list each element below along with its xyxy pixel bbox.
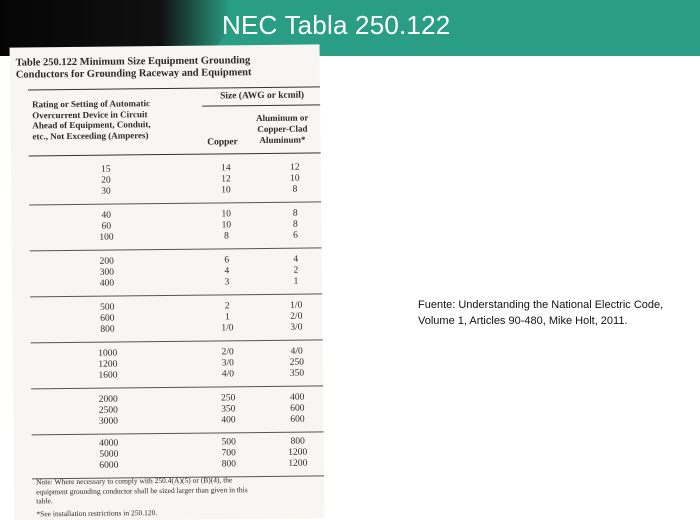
- group-rule: [29, 201, 324, 205]
- aluminum-cell: 400 600 600: [290, 392, 305, 425]
- table-footnote: *See installation restrictions in 250.120.: [36, 508, 158, 519]
- rating-header-line: etc., Not Exceeding (Amperes): [32, 129, 149, 141]
- source-line: Fuente: Understanding the National Electric Code,: [418, 299, 664, 311]
- table-title-line: Table 250.122 Minimum Size Equipment Grounding: [15, 55, 251, 69]
- table-note: [36, 474, 324, 506]
- group-rule: [32, 431, 325, 435]
- note-line: Note: Where necessary to comply with 250.4(A)(5) or (B)(4), the: [36, 475, 233, 487]
- amperes-cell: 500 600 800: [100, 302, 115, 335]
- copper-cell: 2/0 3/0 4/0: [221, 347, 235, 380]
- scanned-table-image: [10, 44, 325, 520]
- amperes-cell: 40 60 100: [99, 210, 114, 243]
- amperes-cell: 200 300 400: [99, 256, 115, 289]
- slide-title: NEC Tabla 250.122: [222, 10, 451, 40]
- rating-header-line: Overcurrent Device in Circuit: [32, 108, 148, 120]
- copper-cell: 500 700 800: [221, 437, 237, 470]
- aluminum-cell: 1/0 2/0 3/0: [290, 300, 303, 333]
- aluminum-header-line: Aluminum or: [256, 112, 309, 124]
- group-rule: [30, 247, 325, 251]
- aluminum-cell: 800 1200 1200: [288, 436, 308, 469]
- header-bottom-rule: [29, 152, 325, 156]
- group-rule: [31, 339, 325, 343]
- amperes-cell: 4000 5000 6000: [99, 438, 119, 471]
- aluminum-cell: 4/0 250 350: [289, 346, 305, 379]
- copper-cell: 6 4 3: [224, 255, 230, 288]
- table-row-group: [31, 392, 324, 427]
- group-rule: [30, 293, 324, 297]
- rating-column-header: [32, 98, 182, 142]
- aluminum-column-header: [242, 112, 322, 146]
- copper-cell: 2 1 1/0: [221, 301, 234, 334]
- table-title: [16, 55, 306, 82]
- source-citation: [418, 297, 698, 329]
- size-column-header: Size (AWG or kcmil): [219, 90, 305, 102]
- rating-header-line: Ahead of Equipment, Conduit,: [32, 119, 151, 131]
- copper-cell: 10 10 8: [221, 209, 232, 242]
- rating-header-line: Rating or Setting of Automatic: [32, 98, 150, 110]
- aluminum-cell: 12 10 8: [289, 162, 300, 195]
- table-title-line: Conductors for Grounding Raceway and Equipment: [15, 67, 252, 81]
- amperes-cell: 1000 1200 1600: [98, 348, 118, 381]
- aluminum-header-line: Copper-Clad: [257, 123, 308, 135]
- amperes-cell: 15 20 30: [101, 164, 111, 197]
- table-row-group: [30, 300, 324, 335]
- amperes-cell: 2000 2500 3000: [98, 394, 119, 427]
- aluminum-cell: 4 2 1: [293, 254, 299, 287]
- aluminum-cell: 8 8 6: [292, 208, 298, 241]
- table-row-group: [31, 346, 325, 381]
- note-line: equipment grounding conductor shall be sized larger than given in this: [36, 484, 248, 496]
- copper-cell: 250 350 400: [221, 393, 236, 426]
- source-line: Volume 1, Articles 90-480, Mike Holt, 2011.: [418, 315, 628, 327]
- group-rule: [31, 385, 324, 389]
- table-row-group: [32, 436, 325, 471]
- copper-cell: 14 12 10: [221, 163, 231, 196]
- note-line: table.: [36, 496, 53, 506]
- size-header-rule: [202, 104, 324, 106]
- table-row-group: [29, 208, 324, 243]
- table-row-group: [30, 254, 325, 289]
- table-row-group: [29, 162, 325, 197]
- aluminum-header-line: Aluminum*: [259, 134, 306, 146]
- copper-column-header: Copper: [207, 137, 238, 148]
